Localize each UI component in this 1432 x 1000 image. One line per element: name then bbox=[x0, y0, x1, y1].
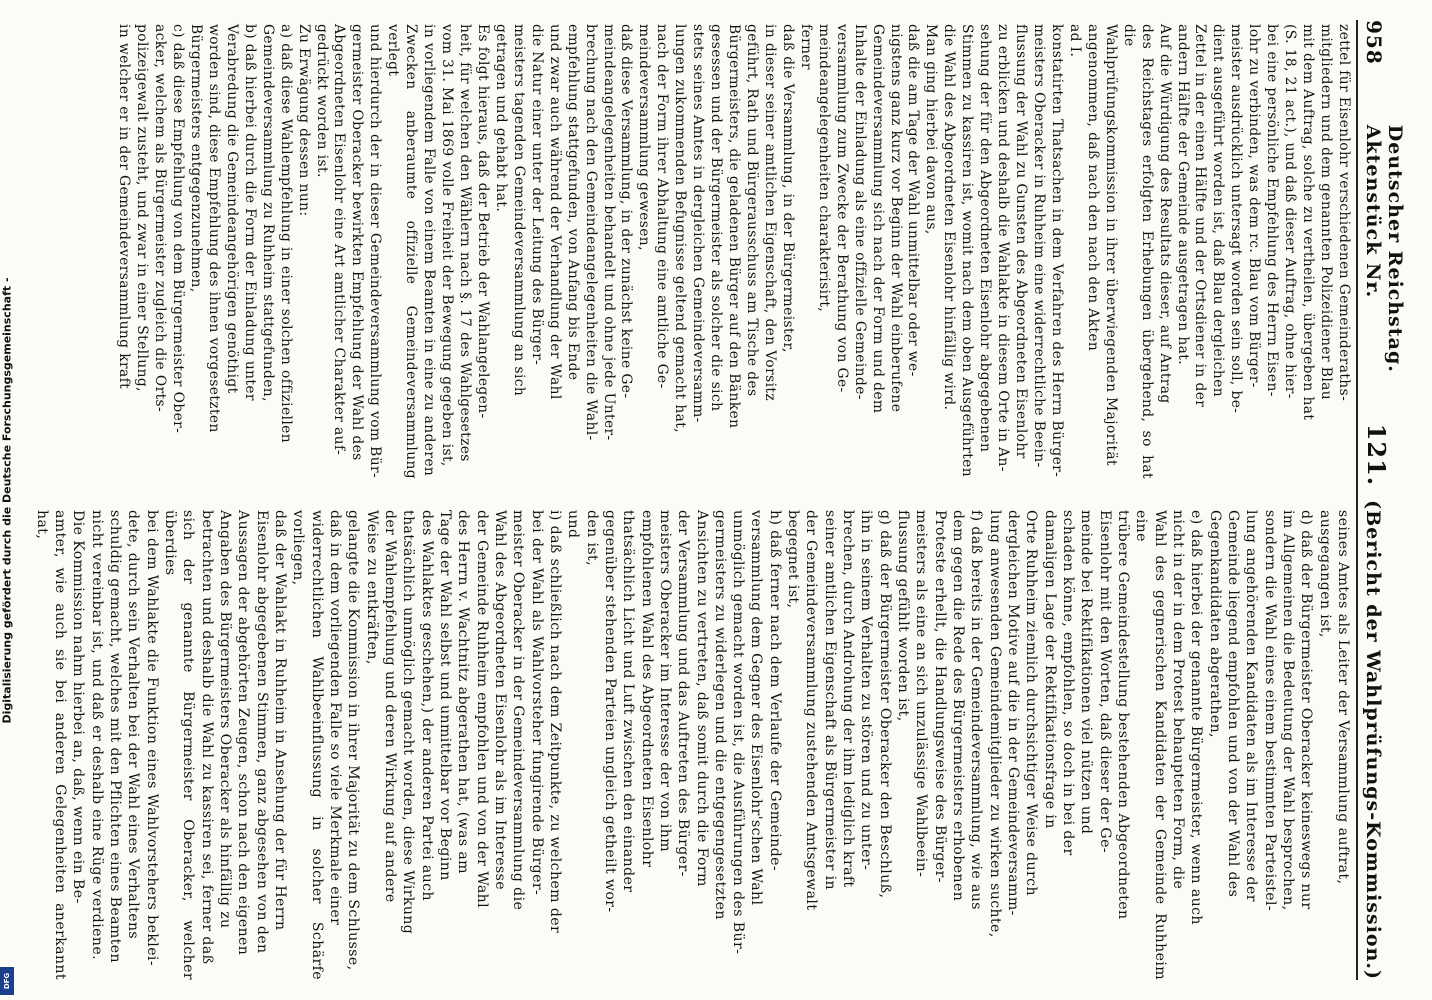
text-line: Zu Erwägung dessen nun: bbox=[295, 24, 312, 217]
text-line: meinde bei Rektifikationen viel nützen und bbox=[1078, 510, 1095, 835]
text-line: Weise zu entkräften, bbox=[363, 510, 380, 665]
text-line: im Allgemeinen die Bedeutung der Wahl besprochen, bbox=[1280, 510, 1297, 911]
text-line: die Natur einer unter der Leitung des Bürger- bbox=[528, 24, 545, 366]
text-line: in vorliegendem Falle von einem Beamten in eine zu anderen bbox=[421, 24, 438, 477]
text-line: germeisters zu widerlegen und die entgegengesetzten bbox=[711, 510, 728, 920]
text-line: meister ausdrücklich untersagt worden sein soll, be- bbox=[1228, 24, 1245, 414]
text-line: lohr zu verbinden, was dem rc. Blau vom Bürger- bbox=[1246, 24, 1263, 388]
text-line: gesessen und der Bürgermeister als solcher die sich bbox=[708, 24, 725, 412]
text-line: in welcher er in der Gemeindeversammlung kraft bbox=[116, 24, 133, 390]
page-number: 958 bbox=[1362, 20, 1386, 65]
text-line: die Wahl des Abgeordneten Eisenlohr hinfällig wird. bbox=[941, 24, 958, 411]
text-line: sehung der für den Abgeordneten Eisenlohr abgegebenen bbox=[977, 24, 994, 453]
text-line: schuldig gemacht, welches mit den Pflichten eines Beamten bbox=[107, 510, 124, 963]
text-line: daß die Versammlung, in der Bürgermeister, bbox=[779, 24, 796, 353]
text-line: der Gemeindeversammlung zustehenden Amtsgewalt bbox=[803, 510, 820, 911]
text-line: Gemeindeversammlung sich nach der Form und dem bbox=[869, 24, 886, 414]
text-line: lung anwesenden Gemeindemitglieder zu wirken suchte, bbox=[986, 510, 1003, 938]
text-line: trübere Gemeindestellung bestehenden Abgeordneten bbox=[1115, 510, 1132, 920]
text-line: Abgeordneten Eisenlohr eine Art amtlicher Charakter auf- bbox=[331, 24, 348, 456]
text-line: Eisenlohr mit den Worten, daß dieser der Ge- bbox=[1096, 510, 1113, 853]
text-line: dient ausgeführt worden ist, daß Blau dergleichen bbox=[1210, 24, 1227, 397]
page-header bbox=[1356, 20, 1406, 980]
text-line: empfohlenen Wahl des Abgeordneten Eisenlohr bbox=[638, 510, 655, 868]
text-line: nicht vereinbar ist, und daß er deshalb eine Rüge verdiene. bbox=[88, 510, 105, 960]
text-line: dete, durch sein Verhalten bei der Wahl eines Verhaltens bbox=[125, 510, 142, 940]
text-line: flussung der Wahl zu Gunsten des Abgeordneten Eisenlohr bbox=[1013, 24, 1030, 459]
document-number: 121. bbox=[1362, 423, 1391, 487]
text-line: meindeangelegenheiten behandelt und ohne jede Unter- bbox=[600, 24, 617, 441]
right-text-column bbox=[32, 510, 1352, 980]
text-line: bei dem Wahlakte die Funktion eines Wahlvorstehers beklei- bbox=[143, 510, 160, 967]
text-line: betrachten und deshalb die Wahl zu kassiren sei, ferner daß bbox=[198, 510, 215, 965]
text-line: brechung nach den Gemeindeangelegenheiten die Wahl- bbox=[582, 24, 599, 441]
text-line: meindeangelegenheiten charakterisirt, bbox=[815, 24, 832, 313]
digitization-credit-text: Digitalisierung gefördert durch die Deutsche Forschungsgemeinschaft - bbox=[0, 276, 14, 724]
text-line: Angaben des Bürgermeisters Oberacker als hinfällig zu bbox=[216, 510, 233, 929]
text-line: i) daß schließlich nach dem Zeitpunkte, zu welchem der bbox=[546, 510, 563, 934]
text-line: Zettel in der einen Hälfte und der Ortsdiener in der bbox=[1192, 24, 1209, 408]
text-line: Gemeindeversammlung zu Ruhheim stattgefunden, bbox=[259, 24, 276, 402]
text-line: c) daß diese Empfehlung von dem Bürgermeister Ober- bbox=[170, 24, 187, 434]
text-line: thatsächlich Licht und Luft zwischen den einander bbox=[620, 510, 637, 893]
text-line: meisters als eine an sich unzulässige Wahlbeein- bbox=[913, 510, 930, 878]
text-line: mitgliedern und dem genannten Polizeidiener Blau bbox=[1318, 24, 1335, 401]
text-line: und hierdurch der in dieser Gemeindeversammlung vom Bür- bbox=[367, 24, 384, 479]
text-line: Wahl des gegnerischen Kandidaten der Gemeinde Ruhheim eine bbox=[1133, 510, 1168, 980]
text-line: Ansichten zu vertreten, daß somit durch die Form bbox=[693, 510, 710, 887]
text-line: daß der Wahlakt in Ruhheim in Ansehung der für Herrn bbox=[271, 510, 288, 931]
text-line: lung angehörenden Kandidaten als im Interesse der bbox=[1243, 510, 1260, 902]
text-line: sich der genannte Bürgermeister Oberacker, welcher überdies bbox=[162, 510, 197, 980]
text-line: worden sind, diese Empfehlung des ihnen vorgesetzten bbox=[205, 24, 222, 433]
text-line: ausgegangen ist, bbox=[1316, 510, 1333, 638]
text-line: gedrückt worden ist. bbox=[313, 24, 330, 178]
text-line: des Herrn v. Wachtnitz abgerathen hat, (was am bbox=[455, 510, 472, 874]
text-line: Auf die Würdigung des Resultats dieser, auf Antrag bbox=[1156, 24, 1173, 404]
text-line: lungen zukommenden Befugnisse geltend gemacht hat, bbox=[672, 24, 689, 434]
text-line: ad I. bbox=[1066, 24, 1083, 58]
text-line: Verabredung die Gemeindeangehörigen genöthigt bbox=[223, 24, 240, 394]
text-line: Man ging hierbei davon aus, bbox=[923, 24, 940, 235]
text-line: e) daß hierbei der genannte Bürgermeister, wenn auch bbox=[1188, 510, 1205, 925]
text-line: Es folgt hieraus, daß der Betrieb der Wahlangelegen- bbox=[475, 24, 491, 419]
text-line: nicht in der in dem Protest behaupteten Form, die bbox=[1170, 510, 1187, 890]
text-line: ihn in seinem Verhalten zu stören und zu unter- bbox=[858, 510, 875, 871]
text-line: in dieser seiner amtlichen Eigenschaft, den Vorsitz bbox=[762, 24, 778, 402]
text-line: versammlung dem Gegner des Eisenlohr'schen Wahl bbox=[748, 510, 765, 906]
text-line: d) daß der Bürgermeister Oberacker keineswegs nur bbox=[1298, 510, 1315, 910]
text-line: Wahl des Abgeordneten Eisenlohr als im Interesse bbox=[491, 510, 508, 891]
text-line: Die Kommission nahm hierbei an, daß, wenn ein Be- bbox=[70, 510, 87, 904]
text-line: und bbox=[565, 510, 582, 539]
text-line: seiner amtlichen Eigenschaft als Bürgermeister in bbox=[821, 510, 838, 890]
text-line: versammlung zum Zwecke der Berathung von Ge- bbox=[833, 24, 850, 393]
text-line: heit, für welchen den Wählern nach §. 17 des Wahlgesetzes bbox=[457, 24, 474, 462]
text-line: schaden könne, empfohlen, so doch in bei der bbox=[1060, 510, 1077, 856]
text-line: mit dem Auftrag, solche zu vertheilen, übergeben hat bbox=[1300, 24, 1317, 421]
left-text-column bbox=[114, 24, 1352, 479]
text-line: geführt, Rath und Bürgerausschuss am Tische des bbox=[744, 24, 761, 397]
text-line: der Gemeinde Ruhheim empfohlen und von der Wahl bbox=[473, 510, 490, 909]
text-line: (S. 18, 21 act.), und daß dieser Auftrag, ohne hier- bbox=[1282, 24, 1299, 399]
text-line: unmöglich gemacht worden ist, die Ausführungen des Bür- bbox=[730, 510, 747, 955]
text-line: daß die am Tage der Wahl unmittelbar oder we- bbox=[905, 24, 922, 377]
text-line: empfehlung stattgefunden, von Anfang bis Ende bbox=[564, 24, 581, 381]
text-line: a) daß diese Wahlempfehlung in einer solchen offiziellen bbox=[277, 24, 294, 444]
text-line: nach der Form ihrer Abhaltung eine amtliche Ge- bbox=[654, 24, 671, 389]
text-line: des Wahlaktes geschehen,) der anderen Partei auch bbox=[418, 510, 435, 901]
text-line: des Reichstages erfolgten Erhebungen übergehend, so hat die bbox=[1120, 24, 1155, 479]
text-line: meisters Oberacker im Interesse der von ihm bbox=[656, 510, 673, 853]
text-line: bei der Wahl als Wahlvorsteher fungirende Bürger- bbox=[528, 510, 545, 896]
text-line: den ist, bbox=[583, 510, 600, 567]
text-line: der Versammlung und das Auftreten des Bürger- bbox=[675, 510, 692, 877]
text-line: Orte Ruhheim ziemlich durchsichtiger Weise durch bbox=[1023, 510, 1040, 896]
text-line: b) daß hierbei durch die Form der Einladung unter bbox=[241, 24, 258, 401]
text-line: gelangte die Kommission in ihrer Majorität zu dem Schlusse, bbox=[345, 510, 362, 971]
text-line: polizeigewalt zusteht, und zwar in einer Stellung, bbox=[134, 24, 151, 392]
dfg-logo bbox=[0, 967, 14, 995]
text-line: dergleichen Motive auf die in der Gemeindeversamm- bbox=[1005, 510, 1022, 916]
text-line: stets seines Amtes in dergleichen Gemeindeversamm- bbox=[690, 24, 707, 423]
text-line: Gemeinde liegend empfohlen und von der Wahl des bbox=[1225, 510, 1242, 898]
text-line: daß in dem vorliegenden Falle so viele Merkmale einer bbox=[326, 510, 343, 926]
text-line: bei eine persönliche Empfehlung des Herrn Eisen- bbox=[1264, 24, 1281, 397]
text-line: Inhalte der Einladung als eine offizielle Gemeinde- bbox=[851, 24, 868, 400]
text-line: und zwar auch während der Verhandlung der Wahl bbox=[546, 24, 563, 400]
dfg-logo-text: DFG bbox=[3, 972, 11, 990]
text-line: Bürgermeisters entgegenzunehmen, bbox=[188, 24, 204, 293]
text-line: nigstens ganz kurz vor Beginn der Wahl einberufene bbox=[887, 24, 904, 413]
text-line: amter, wie auch sie bei anderen Gelegenheiten anerkannt hat, bbox=[33, 510, 69, 980]
text-line: brechen, durch Androhung der ihm lediglich kraft bbox=[840, 510, 857, 888]
text-line: Zwecken anberaumte offizielle Gemeindeversammlung verlegt bbox=[385, 24, 420, 479]
text-line: ferner bbox=[797, 24, 814, 70]
text-line: vom 31. Mai 1869 volle Freiheit der Bewegung gegeben ist, bbox=[439, 24, 456, 467]
text-line: seines Amtes als Leiter der Versammlung auftrat, bbox=[1335, 510, 1351, 885]
text-line: Proteste erhellt, die Handlungsweise des Bürger- bbox=[931, 510, 948, 883]
text-line: Tage der Wahl selbst und unmittelbar vor Beginn bbox=[436, 510, 453, 881]
text-line: damaligen Lage der Rektifikationsfrage in bbox=[1041, 510, 1058, 829]
text-line: dem gegen die Rede des Bürgermeisters erhobenen bbox=[950, 510, 967, 902]
text-line: konstatirten Thatsachen in dem Verfahren des Herrn Bürger- bbox=[1049, 24, 1065, 478]
text-line: thatsächlich unmöglich gemacht worden, diese Wirkung bbox=[400, 510, 417, 935]
text-line: getragen und gehabt hat. bbox=[492, 24, 509, 213]
text-line: Stimmen zu kassiren ist, womit nach dem oben Ausgeführten bbox=[959, 24, 976, 478]
text-line: der Wahlempfehlung und deren Wirkung auf andere bbox=[381, 510, 398, 903]
text-line: daß diese Versammlung, in der zunächst keine Ge- bbox=[618, 24, 635, 399]
text-line: f) daß bereits in der Gemeindeversammlung, wie aus bbox=[968, 510, 985, 910]
section-title: (Bericht der Wahlprüfungs-Kommission.) bbox=[1362, 500, 1384, 980]
text-line: Wahlprüfungskommission in ihrer überwiegenden Majorität bbox=[1102, 24, 1119, 467]
text-line: germeister Oberacker bewirkten Empfehlung der Wahl des bbox=[349, 24, 366, 461]
text-line: g) daß der Bürgermeister Oberacker den Beschluß, bbox=[876, 510, 893, 899]
text-line: Aussagen der abgehörten Zeugen, schon nach den eigenen bbox=[235, 510, 252, 956]
text-line: meisters Oberacker in Ruhheim eine widerrechtliche Beein- bbox=[1031, 24, 1048, 468]
text-line: acker, welchem als Bürgermeister zugleich die Orts- bbox=[152, 24, 169, 413]
text-line: Eisenlohr abgegebenen Stimmen, ganz abgesehen von den bbox=[253, 510, 270, 954]
text-line: Bürgermeisters, die geladenen Bürger auf den Bänken bbox=[726, 24, 743, 429]
text-line: zu erblicken und deshalb die Wahlakte in diesem Orte in An- bbox=[995, 24, 1012, 472]
text-line: sondern die Wahl eines einem bestimmten Parteistel- bbox=[1261, 510, 1278, 912]
text-line: widerrechtlichen Wahlbeeinflussung in solcher Schärfe vorliegen, bbox=[290, 510, 325, 980]
rotated-page-content bbox=[20, 0, 1410, 1000]
text-line: flussung gefühlt worden ist, bbox=[895, 510, 912, 722]
text-line: h) daß ferner nach dem Verlaufe der Gemeinde- bbox=[766, 510, 783, 872]
publication-title: Deutscher Reichstag. Aktenstück Nr. bbox=[1362, 124, 1406, 373]
text-line: meister Oberacker in der Gemeindeversammlung die bbox=[510, 510, 527, 911]
text-line: gegenüber stehenden Parteien ungleich getheilt wor- bbox=[601, 510, 618, 913]
text-line: Gegenkandidaten abgerathen, bbox=[1206, 510, 1223, 738]
text-line: andern Hälfte der Gemeinde ausgetragen hat. bbox=[1174, 24, 1191, 366]
text-line: zettel für Eisenlohr verschiedenen Gemeinderaths- bbox=[1336, 24, 1352, 402]
text-line: begegnet ist, bbox=[785, 510, 802, 609]
text-line: meindeversammlung gewesen, bbox=[636, 24, 653, 251]
text-line: meisters tagenden Gemeindeversammlung an sich bbox=[510, 24, 527, 397]
text-line: angenommen, daß nach den nach den Akten bbox=[1084, 24, 1101, 352]
digitization-credit-bar bbox=[0, 0, 14, 1000]
